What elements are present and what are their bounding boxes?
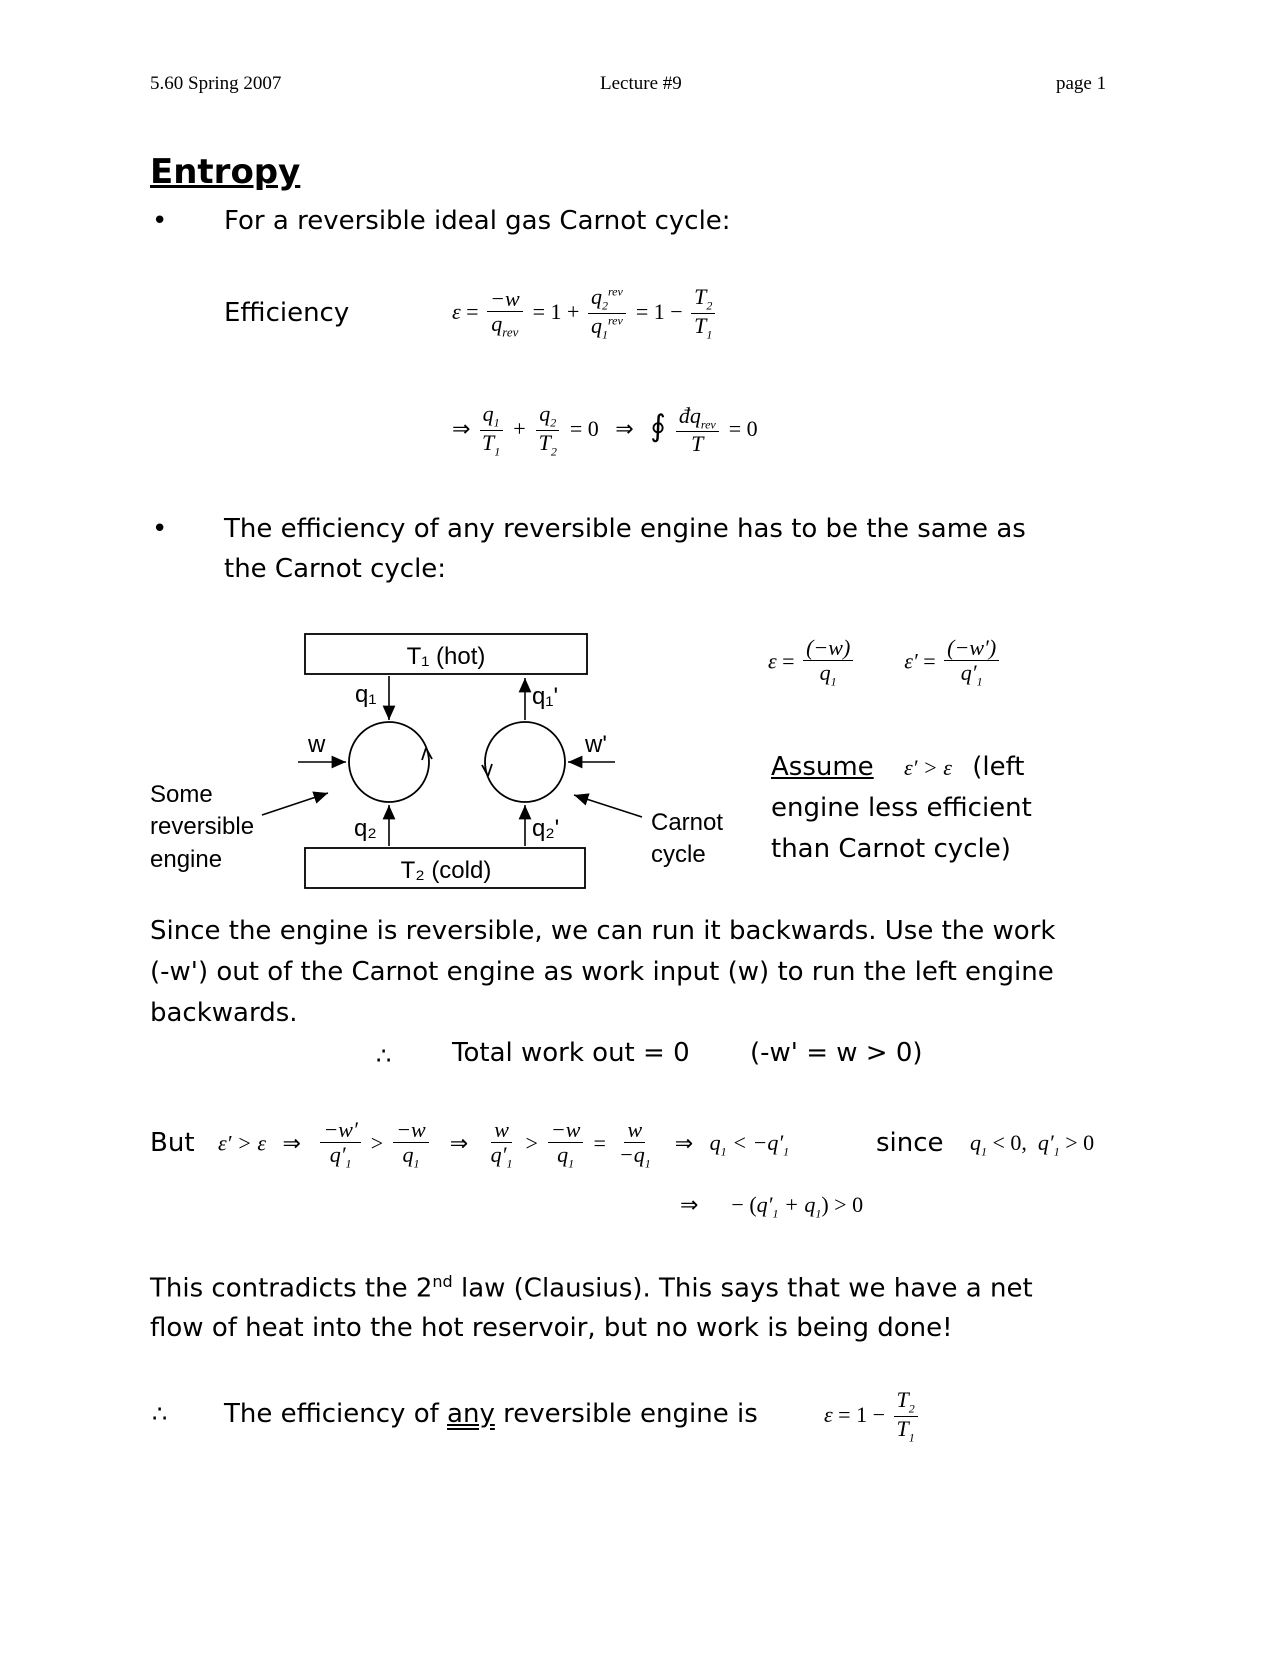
total-work: Total work out = 0 bbox=[452, 1038, 690, 1068]
para1-line2: (-w') out of the Carnot engine as work input (w) to run the left engine bbox=[150, 957, 1054, 987]
assume-word: Assume bbox=[771, 752, 874, 782]
left-engine-label: engine bbox=[150, 846, 223, 873]
final-statement bbox=[224, 1399, 758, 1429]
assume-line2: engine less efficient bbox=[771, 793, 1032, 823]
since-condition: $q_1 < 0$, $q'_1 > 0$ bbox=[970, 1130, 1095, 1159]
efficiency-equation: ε = $\frac{-w}{q_{rev}}$ = 1 + $\frac{q_2^{rev}}{q_1^{rev}}$ = 1 − $\frac{T_2}{T_1}$ bbox=[452, 285, 718, 341]
para2-sup: nd bbox=[432, 1272, 453, 1291]
assume-line1: Assume ε′ > ε (left bbox=[771, 752, 1025, 782]
bullet-dot: • bbox=[152, 514, 168, 544]
left-engine-label: Some bbox=[150, 781, 213, 808]
left-engine-circle bbox=[349, 722, 429, 802]
implication-result: ⇒ − $(q'_1 + q_1) > 0$ bbox=[680, 1192, 864, 1221]
final-equation: ε = 1 − $\frac{T_2}{T_1}$ bbox=[824, 1388, 921, 1444]
right-engine-circle bbox=[485, 722, 565, 802]
assume-tail: (left bbox=[972, 752, 1025, 782]
para1-line3: backwards. bbox=[150, 998, 298, 1028]
para2-line1 bbox=[150, 1272, 1033, 1304]
but-word: But bbox=[150, 1128, 195, 1158]
para2-line2: flow of heat into the hot reservoir, but no work is being done! bbox=[150, 1313, 953, 1343]
header-lecture: Lecture #9 bbox=[600, 73, 682, 94]
header-page: page 1 bbox=[1056, 73, 1107, 94]
final-text: reversible engine is bbox=[494, 1399, 758, 1429]
left-engine-pointer bbox=[262, 793, 328, 815]
header-course: 5.60 Spring 2007 bbox=[150, 73, 282, 94]
carnot-label: cycle bbox=[651, 841, 706, 868]
assume-line3: than Carnot cycle) bbox=[771, 834, 1011, 864]
cycle-arrow-icon bbox=[482, 764, 492, 776]
bullet-dot: • bbox=[152, 206, 168, 236]
final-text: The efficiency of bbox=[224, 1399, 448, 1429]
efficiency-label: Efficiency bbox=[224, 298, 350, 328]
q1-label: q₁ bbox=[355, 681, 377, 708]
wp-label: w' bbox=[585, 731, 607, 758]
bullet1-text: For a reversible ideal gas Carnot cycle: bbox=[224, 206, 731, 236]
cold-label: T₂ (cold) bbox=[400, 857, 492, 884]
para2-text: law (Clausius). This says that we have a net bbox=[452, 1273, 1033, 1304]
carnot-label: Carnot bbox=[651, 809, 724, 836]
clausius-equality: ⇒ $\frac{q_1}{T_1}$ + $\frac{q_2}{T_2}$ = 0 ⇒ ∮ $\frac{đq_{rev}}{T}$ = 0 bbox=[452, 401, 758, 458]
page-title: Entropy bbox=[150, 152, 301, 192]
but-inequality: ε′ > ε ⇒ $\frac{-w'}{q'_1}$ > $\frac{-w}{q_1}$ ⇒ $\frac{w}{q'_1}$ > $\frac{-w}{q_1}$ = $\frac{w}{-q_1}$ ⇒ $q_1 < -q'_1$ bbox=[218, 1117, 790, 1171]
since-word: since bbox=[876, 1128, 944, 1158]
bullet2-line2: the Carnot cycle: bbox=[224, 554, 447, 584]
cycle-arrow-icon bbox=[422, 748, 432, 760]
q2p-label: q₂' bbox=[532, 815, 560, 842]
bullet2-line1: The efficiency of any reversible engine has to be the same as bbox=[224, 514, 1026, 544]
q1p-label: q₁' bbox=[532, 683, 559, 710]
para1-line1: Since the engine is reversible, we can run it backwards. Use the work bbox=[150, 916, 1056, 946]
w-label: w bbox=[308, 731, 326, 758]
efficiency-definitions: ε = $\frac{(-w)}{q_1}$ ε′ = $\frac{(-w')}{q'_1}$ bbox=[768, 636, 1002, 689]
therefore-symbol: ∴ bbox=[152, 1402, 168, 1428]
carnot-pointer bbox=[574, 795, 642, 817]
hot-label: T₁ (hot) bbox=[406, 643, 486, 670]
final-any: any bbox=[447, 1399, 495, 1429]
therefore-symbol: ∴ bbox=[376, 1044, 392, 1070]
left-engine-label: reversible bbox=[150, 813, 255, 840]
para2-text: This contradicts the 2 bbox=[150, 1273, 433, 1304]
total-work-condition: (-w' = w > 0) bbox=[750, 1038, 923, 1068]
q2-label: q₂ bbox=[354, 815, 377, 842]
